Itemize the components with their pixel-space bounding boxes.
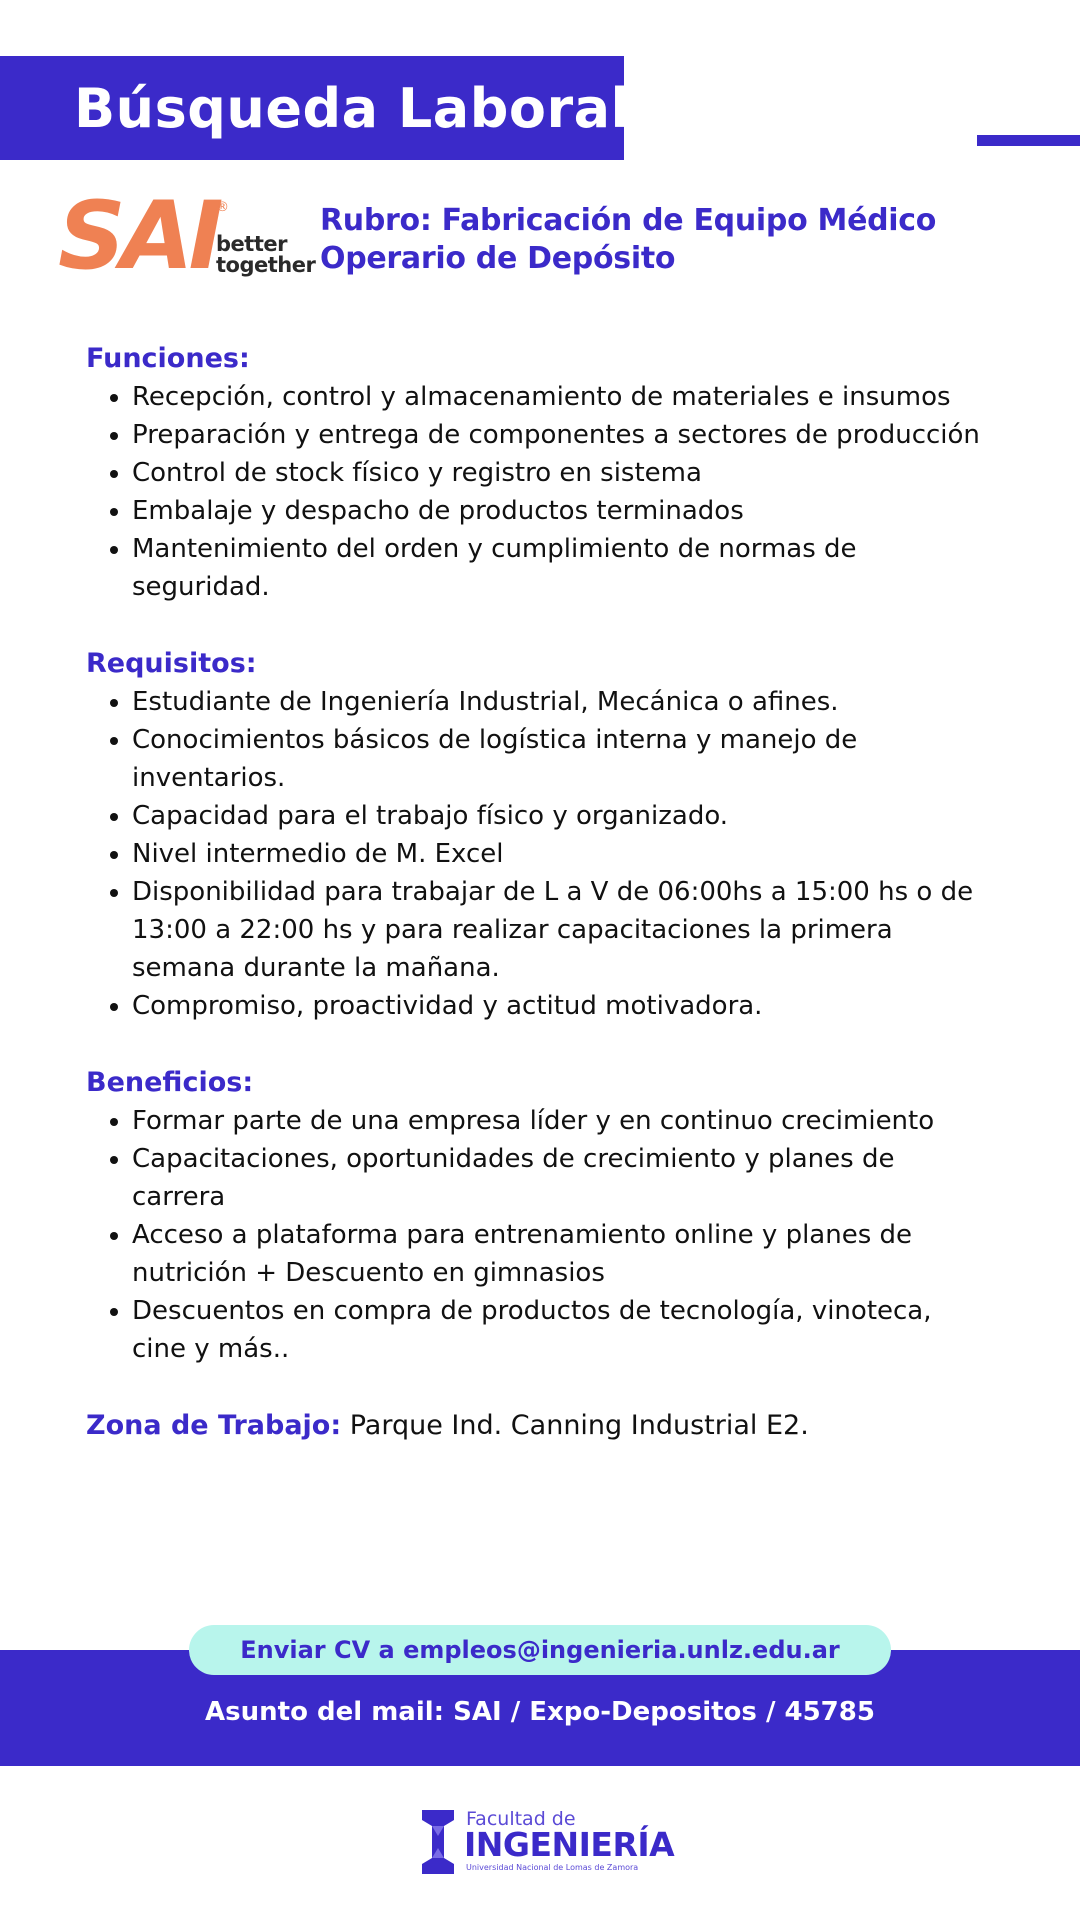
send-cv-pill[interactable] (189, 1625, 891, 1675)
job-rubro: Rubro: Fabricación de Equipo Médico (320, 203, 937, 238)
section-requisitos (86, 645, 986, 1025)
sai-logo (58, 182, 316, 291)
mail-subject: Asunto del mail: SAI / Expo-Depositos / 45785 (205, 1697, 875, 1727)
page-title: Búsqueda Laboral (74, 76, 630, 140)
faculty-line1: Facultad de (466, 1808, 576, 1830)
list-item: • Estudiante de Ingeniería Industrial, Mecánica o afines. (132, 683, 986, 721)
list-item: • Recepción, control y almacenamiento de materiales e insumos (132, 378, 986, 416)
list-item: • Capacidad para el trabajo físico y organizado. (132, 797, 986, 835)
logo-text: SAI (58, 182, 219, 291)
list-item: • Preparación y entrega de componentes a sectores de producción (132, 416, 986, 454)
work-zone-label: Zona de Trabajo: (86, 1410, 342, 1441)
funciones-list (86, 378, 986, 606)
list-item: • Control de stock físico y registro en sistema (132, 454, 986, 492)
faculty-logo (418, 1808, 678, 1878)
work-zone (86, 1407, 986, 1445)
registered-mark: ® (216, 200, 229, 215)
logo-tagline (216, 234, 315, 276)
list-item: • Embalaje y despacho de productos terminados (132, 492, 986, 530)
job-position: Operario de Depósito (320, 241, 676, 276)
faculty-university: Universidad Nacional de Lomas de Zamora (466, 1863, 639, 1872)
section-heading: Funciones: (86, 343, 250, 374)
list-item: • Acceso a plataforma para entrenamiento online y planes de nutrición + Descuento en gimnasios (132, 1216, 986, 1292)
section-funciones (86, 340, 986, 606)
send-cv-text: Enviar CV a empleos@ingenieria.unlz.edu.ar (240, 1636, 840, 1664)
work-zone-value: Parque Ind. Canning Industrial E2. (341, 1410, 809, 1441)
requisitos-list (86, 683, 986, 1025)
tagline-line2: together (216, 253, 316, 277)
job-heading (320, 202, 936, 278)
list-item: • Descuentos en compra de productos de tecnología, vinoteca, cine y más.. (132, 1292, 986, 1368)
tagline-line1: better (216, 232, 287, 256)
list-item: • Conocimientos básicos de logística interna y manejo de inventarios. (132, 721, 986, 797)
list-item: • Formar parte de una empresa líder y en continuo crecimiento (132, 1102, 986, 1140)
accent-line (977, 135, 1080, 146)
title-banner (0, 56, 630, 160)
section-heading: Beneficios: (86, 1067, 254, 1098)
list-item: • Nivel intermedio de M. Excel (132, 835, 986, 873)
faculty-emblem-icon (418, 1810, 458, 1874)
section-heading: Requisitos: (86, 648, 257, 679)
list-item: • Disponibilidad para trabajar de L a V de 06:00hs a 15:00 hs o de 13:00 a 22:00 hs y para realizar capacitaciones la primera semana durante la mañana. (132, 873, 986, 987)
list-item: • Capacitaciones, oportunidades de crecimiento y planes de carrera (132, 1140, 986, 1216)
section-beneficios (86, 1064, 986, 1368)
list-item: • Mantenimiento del orden y cumplimiento de normas de seguridad. (132, 530, 986, 606)
job-content (86, 340, 986, 1445)
beneficios-list (86, 1102, 986, 1368)
list-item: • Compromiso, proactividad y actitud motivadora. (132, 987, 986, 1025)
faculty-name: INGENIERÍA (464, 1825, 675, 1864)
